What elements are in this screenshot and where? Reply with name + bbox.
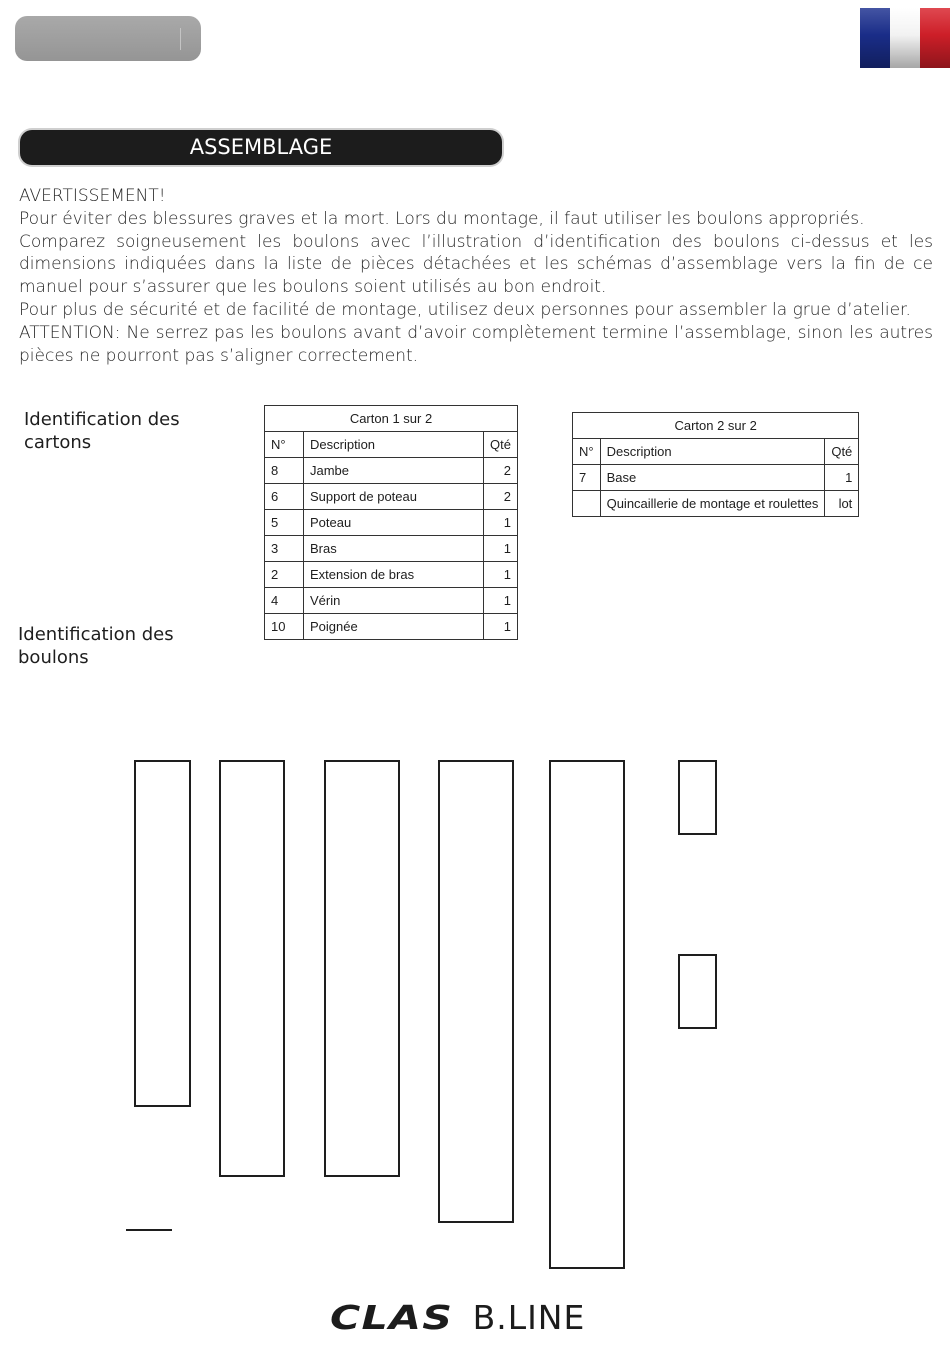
part-quantity: 1	[484, 536, 518, 562]
brand-logo-clas: CLAS	[330, 1297, 454, 1337]
table-caption: Carton 1 sur 2	[265, 406, 518, 432]
part-quantity: 2	[484, 484, 518, 510]
warning-paragraph: Pour plus de sécurité et de facilité de montage, utilisez deux personnes pour assembler la grue d’atelier.	[19, 299, 911, 320]
table-row	[265, 510, 518, 536]
part-description: Bras	[304, 536, 484, 562]
bolt-outline	[134, 760, 191, 1107]
warning-text	[19, 185, 933, 367]
part-quantity: lot	[825, 491, 859, 517]
part-number: 6	[265, 484, 304, 510]
header-label-pill	[15, 16, 201, 61]
france-flag-icon	[860, 8, 950, 68]
column-header: N°	[573, 439, 601, 465]
table-row	[265, 588, 518, 614]
warning-paragraph: ATTENTION: Ne serrez pas les boulons avant d’avoir complètement termine l’assemblage, sinon les autres pièces ne pourront pas s’aligner correctement.	[19, 322, 933, 366]
column-header: N°	[265, 432, 304, 458]
part-description: Extension de bras	[304, 562, 484, 588]
part-number: 2	[265, 562, 304, 588]
bolt-outline	[549, 760, 625, 1269]
part-number: 3	[265, 536, 304, 562]
part-number: 10	[265, 614, 304, 640]
table-row	[265, 614, 518, 640]
part-description: Poignée	[304, 614, 484, 640]
part-number: 8	[265, 458, 304, 484]
warning-title: AVERTISSEMENT!	[19, 186, 166, 206]
cartons-heading: Identification des cartons	[24, 409, 180, 453]
bolt-outline	[219, 760, 285, 1177]
warning-paragraph: Pour éviter des blessures graves et la mort. Lors du montage, il faut utiliser les boulons appropriés.	[19, 208, 865, 229]
part-description: Quincaillerie de montage et roulettes	[600, 491, 825, 517]
table-row	[265, 458, 518, 484]
table-row	[573, 491, 859, 517]
part-quantity: 2	[484, 458, 518, 484]
part-quantity: 1	[484, 588, 518, 614]
brand-logo-bline: B.LINE	[472, 1297, 586, 1337]
bolts-heading: Identification des boulons	[18, 624, 174, 668]
table-row	[265, 562, 518, 588]
section-title: ASSEMBLAGE	[20, 130, 502, 165]
part-quantity: 1	[484, 614, 518, 640]
table-row	[265, 536, 518, 562]
part-description: Poteau	[304, 510, 484, 536]
carton-2-table	[572, 412, 859, 517]
part-description: Base	[600, 465, 825, 491]
part-number: 7	[573, 465, 601, 491]
part-description: Vérin	[304, 588, 484, 614]
part-number: 5	[265, 510, 304, 536]
column-header: Description	[304, 432, 484, 458]
part-quantity: 1	[825, 465, 859, 491]
column-header: Description	[600, 439, 825, 465]
bolt-outline	[678, 954, 717, 1029]
bolt-outline	[324, 760, 400, 1177]
part-quantity: 1	[484, 562, 518, 588]
table-row	[265, 484, 518, 510]
brand-logo	[330, 1297, 586, 1337]
table-caption: Carton 2 sur 2	[573, 413, 859, 439]
column-header: Qté	[825, 439, 859, 465]
scale-line	[126, 1229, 172, 1231]
warning-paragraph: Comparez soigneusement les boulons avec l’illustration d’identification des boulons ci-dessus et les dimensions indiquées dans la liste de pièces détachées et les schémas d’assemblage vers la fin de ce manuel pour s’assurer que les boulons soient utilisés au bon endroit.	[19, 231, 933, 298]
bolt-outline	[438, 760, 514, 1223]
part-description: Support de poteau	[304, 484, 484, 510]
part-description: Jambe	[304, 458, 484, 484]
table-row	[573, 465, 859, 491]
part-number: 4	[265, 588, 304, 614]
bolt-outline	[678, 760, 717, 835]
part-quantity: 1	[484, 510, 518, 536]
column-header: Qté	[484, 432, 518, 458]
carton-1-table	[264, 405, 518, 640]
part-number	[573, 491, 601, 517]
